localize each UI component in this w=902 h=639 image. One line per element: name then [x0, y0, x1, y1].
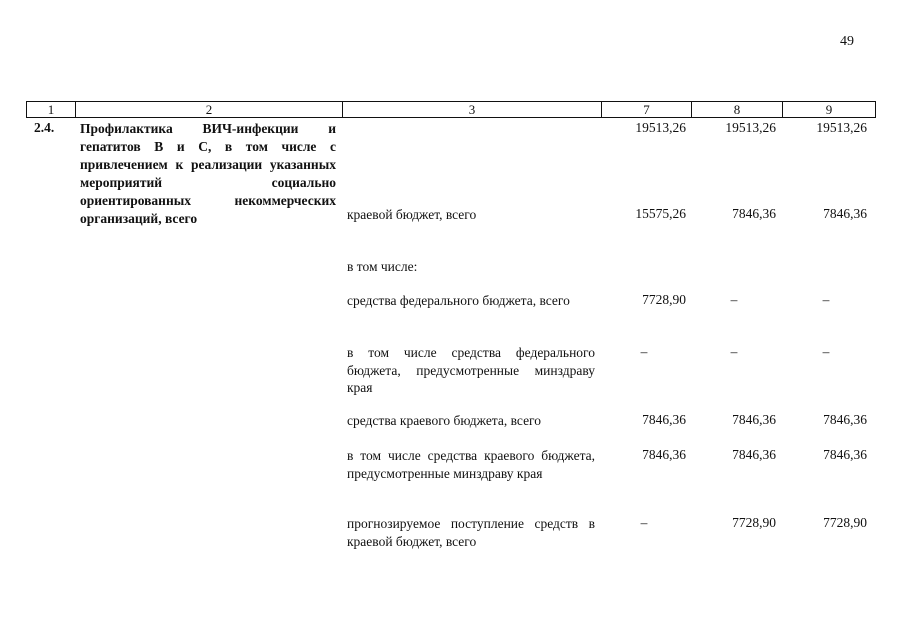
- header-col-9: 9: [825, 102, 833, 117]
- item-total-col-9: 19513,26: [816, 120, 867, 135]
- row-value-col-7: –: [640, 344, 648, 359]
- item-total-col-7: 19513,26: [635, 120, 686, 135]
- row-value-col-8: 7846,36: [732, 412, 776, 427]
- row-value-col-8: –: [730, 344, 738, 359]
- item-code: 2.4.: [34, 120, 55, 135]
- row-value-col-7: 7728,90: [642, 292, 686, 307]
- row-value-col-7: 7846,36: [642, 447, 686, 462]
- header-col-8: 8: [733, 102, 741, 117]
- row-value-col-9: 7846,36: [823, 447, 867, 462]
- row-label: краевой бюджет, всего: [347, 207, 477, 222]
- row-value-col-7: –: [640, 515, 648, 530]
- row-value-col-9: –: [822, 292, 830, 307]
- row-label: средства федерального бюджета, всего: [347, 293, 570, 308]
- row-value-col-7: 7846,36: [642, 412, 686, 427]
- item-total-col-8: 19513,26: [725, 120, 776, 135]
- page-number: 49: [840, 34, 854, 49]
- row-label: в том числе средства федерального бюджета, предусмотренные минздраву края: [347, 345, 595, 395]
- row-value-col-8: 7846,36: [732, 447, 776, 462]
- row-value-col-9: –: [822, 344, 830, 359]
- row-value-col-8: 7846,36: [732, 206, 776, 221]
- header-col-7: 7: [643, 102, 650, 117]
- row-value-col-9: 7728,90: [823, 515, 867, 530]
- row-label: в том числе средства краевого бюджета, предусмотренные минздраву края: [347, 448, 595, 481]
- row-value-col-7: 15575,26: [635, 206, 686, 221]
- row-label: в том числе:: [347, 259, 418, 274]
- row-label: прогнозируемое поступление средств в краевой бюджет, всего: [347, 516, 595, 549]
- header-col-1: 1: [47, 102, 55, 117]
- row-value-col-8: 7728,90: [732, 515, 776, 530]
- item-title: Профилактика ВИЧ-инфекции и гепатитов В и С, в том числе с привлечением к реализации указанных мероприятий социально ориентированных некоммерческих организаций, всего: [80, 121, 336, 226]
- row-value-col-9: 7846,36: [823, 206, 867, 221]
- table-header-row: [26, 101, 876, 118]
- row-label: средства краевого бюджета, всего: [347, 413, 542, 428]
- row-value-col-9: 7846,36: [823, 412, 867, 427]
- header-col-3: 3: [468, 102, 476, 117]
- header-col-2: 2: [205, 102, 213, 117]
- row-value-col-8: –: [730, 292, 738, 307]
